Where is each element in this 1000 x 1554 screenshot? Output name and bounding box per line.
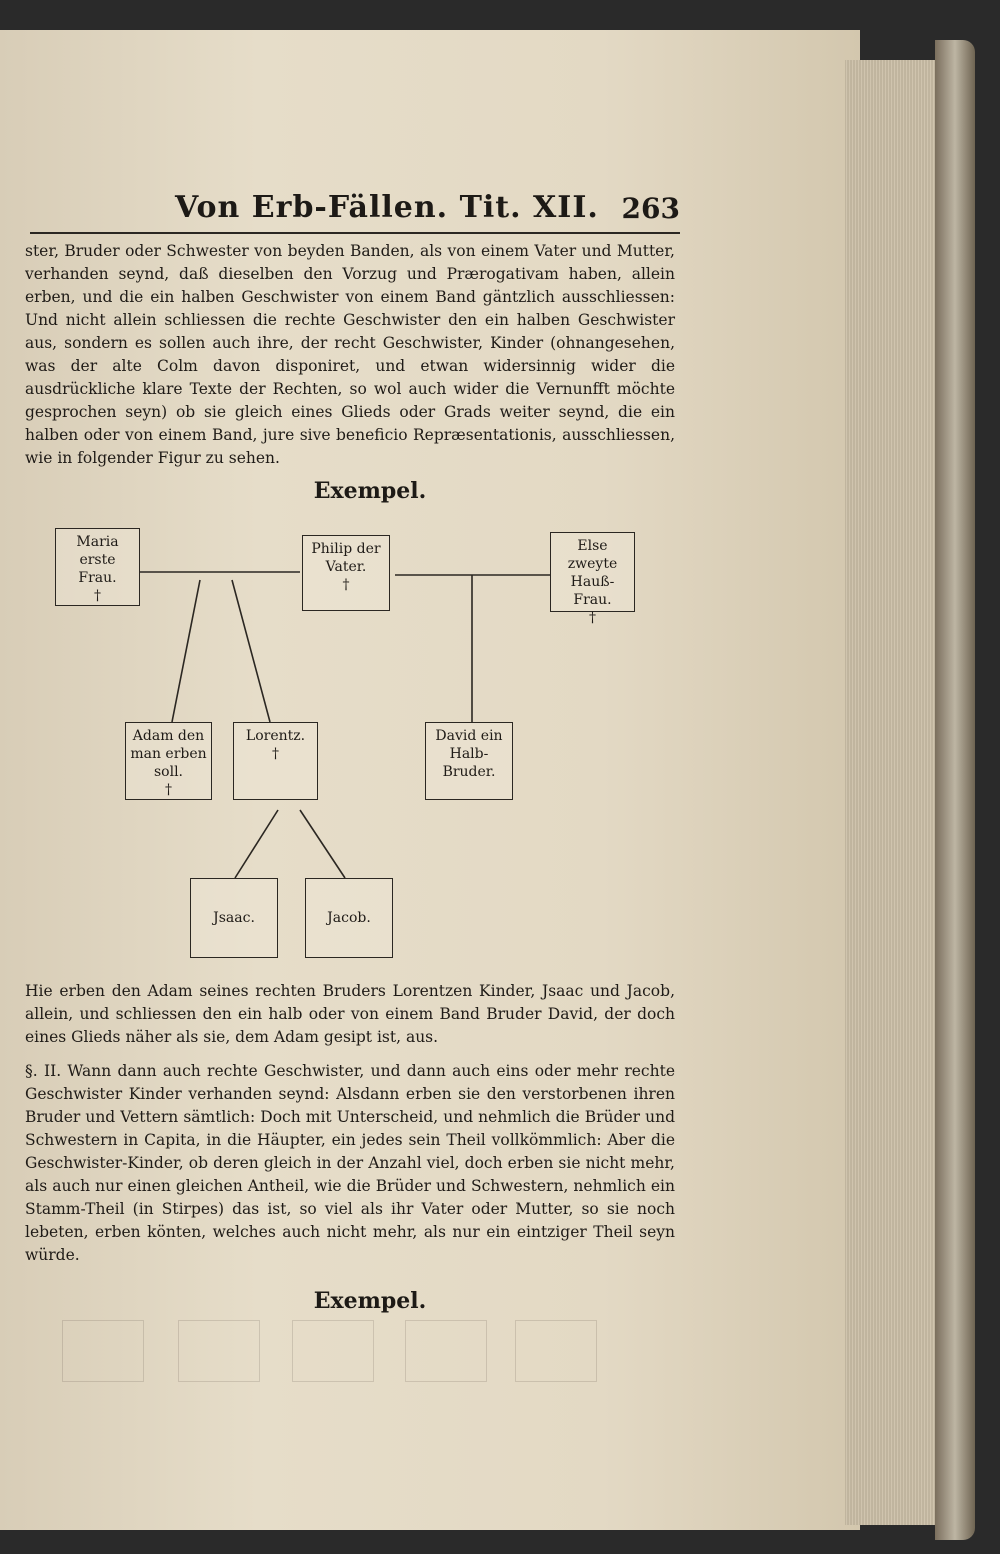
node-name: Philip der Vater. (311, 541, 381, 575)
tree-node-lorentz (233, 722, 318, 800)
node-name: Jacob. (327, 910, 371, 926)
tree-node-isaac (190, 878, 278, 958)
tree-node-jacob (305, 878, 393, 958)
paragraph-intro: ster, Bruder oder Schwester von beyden Banden, als von einem Vater und Mutter, verhanden seynd, daß dieselben den Vorzug und Prærogativam haben, allein erben, und die ein halben Geschwister von einem Band gäntzlich ausschliessen: Und nicht allein schliessen die rechte Geschwister den ein halben Geschwister aus, sondern es sollen auch ihre, der recht Geschwister, Kinder (ohnangesehen, was der alte Colm davon disponiret, und etwan widersinnig wider die ausdrückliche klare Texte der Rechten, so wol auch wider die Vernunfft möchte gesprochen seyn) ob sie gleich eines Glieds oder Grads weiter seynd, die ein halben oder von einem Band, jure sive beneficio Repræsentationis, ausschliessen, wie in folgender Figur zu sehen. (25, 242, 675, 467)
tree-node-philip (302, 535, 390, 611)
bleed-through-box (62, 1320, 144, 1382)
tree-node-maria (55, 528, 140, 606)
page-number: 263 (621, 192, 680, 225)
bleed-through-box (405, 1320, 487, 1382)
running-header (30, 190, 680, 236)
header-rule (30, 232, 680, 234)
book-cover (935, 40, 975, 1540)
tree-node-else (550, 532, 635, 626)
header-title: Von Erb-Fällen. Tit. XII. (175, 190, 599, 225)
deceased-cross-icon: † (272, 746, 279, 762)
bleed-through-box (178, 1320, 260, 1382)
tree-node-adam (125, 722, 212, 800)
example-title-1: Exempel. (313, 478, 427, 504)
deceased-cross-icon: † (165, 782, 172, 798)
node-name: David ein Halb-Bruder. (435, 728, 503, 780)
deceased-cross-icon: † (342, 577, 350, 593)
example-title-2: Exempel. (313, 1288, 427, 1314)
paragraph-section-ii: §. II. Wann dann auch rechte Geschwister, und dann auch eins oder mehr rechte Geschwister Kinder verhanden seynd: Alsdann erben sie den verstorbenen ihren Bruder und Vettern sämtlich: Doch mit Unterscheid, und nehmlich die Brüder und Schwestern in Capita, in die Häupter, ein jedes sein Theil vollkömmlich: Aber die Geschwister-Kinder, ob deren gleich in der Anzahl viel, doch erben sie nicht mehr, als auch nur einen gleichen Antheil, wie die Brüder und Schwestern, nehmlich ein Stamm-Theil (in Stirpes) das ist, so viel als ihr Vater oder Mutter, so sie noch lebeten, erben könten, welches auch nicht mehr, als nur ein eintziger Theil seyn würde. (25, 1062, 675, 1264)
node-name: Maria erste Frau. (76, 534, 119, 586)
node-name: Adam den man erben soll. (130, 728, 207, 780)
deceased-cross-icon: † (94, 588, 101, 604)
page-edges (845, 60, 940, 1525)
bleed-through-box (292, 1320, 374, 1382)
paragraph-example-explanation: Hie erben den Adam seines rechten Bruders Lorentzen Kinder, Jsaac und Jacob, allein, und schliessen den ein halb oder von einem Band Bruder David, der doch eines Glieds näher als sie, dem Adam gesipt ist, aus. (25, 982, 675, 1046)
deceased-cross-icon: † (589, 610, 596, 626)
node-name: Lorentz. (245, 728, 306, 744)
node-name: Else zweyte Hauß-Frau. (567, 538, 618, 608)
node-name: Jsaac. (213, 910, 255, 926)
tree-node-david (425, 722, 513, 800)
bleed-through-box (515, 1320, 597, 1382)
